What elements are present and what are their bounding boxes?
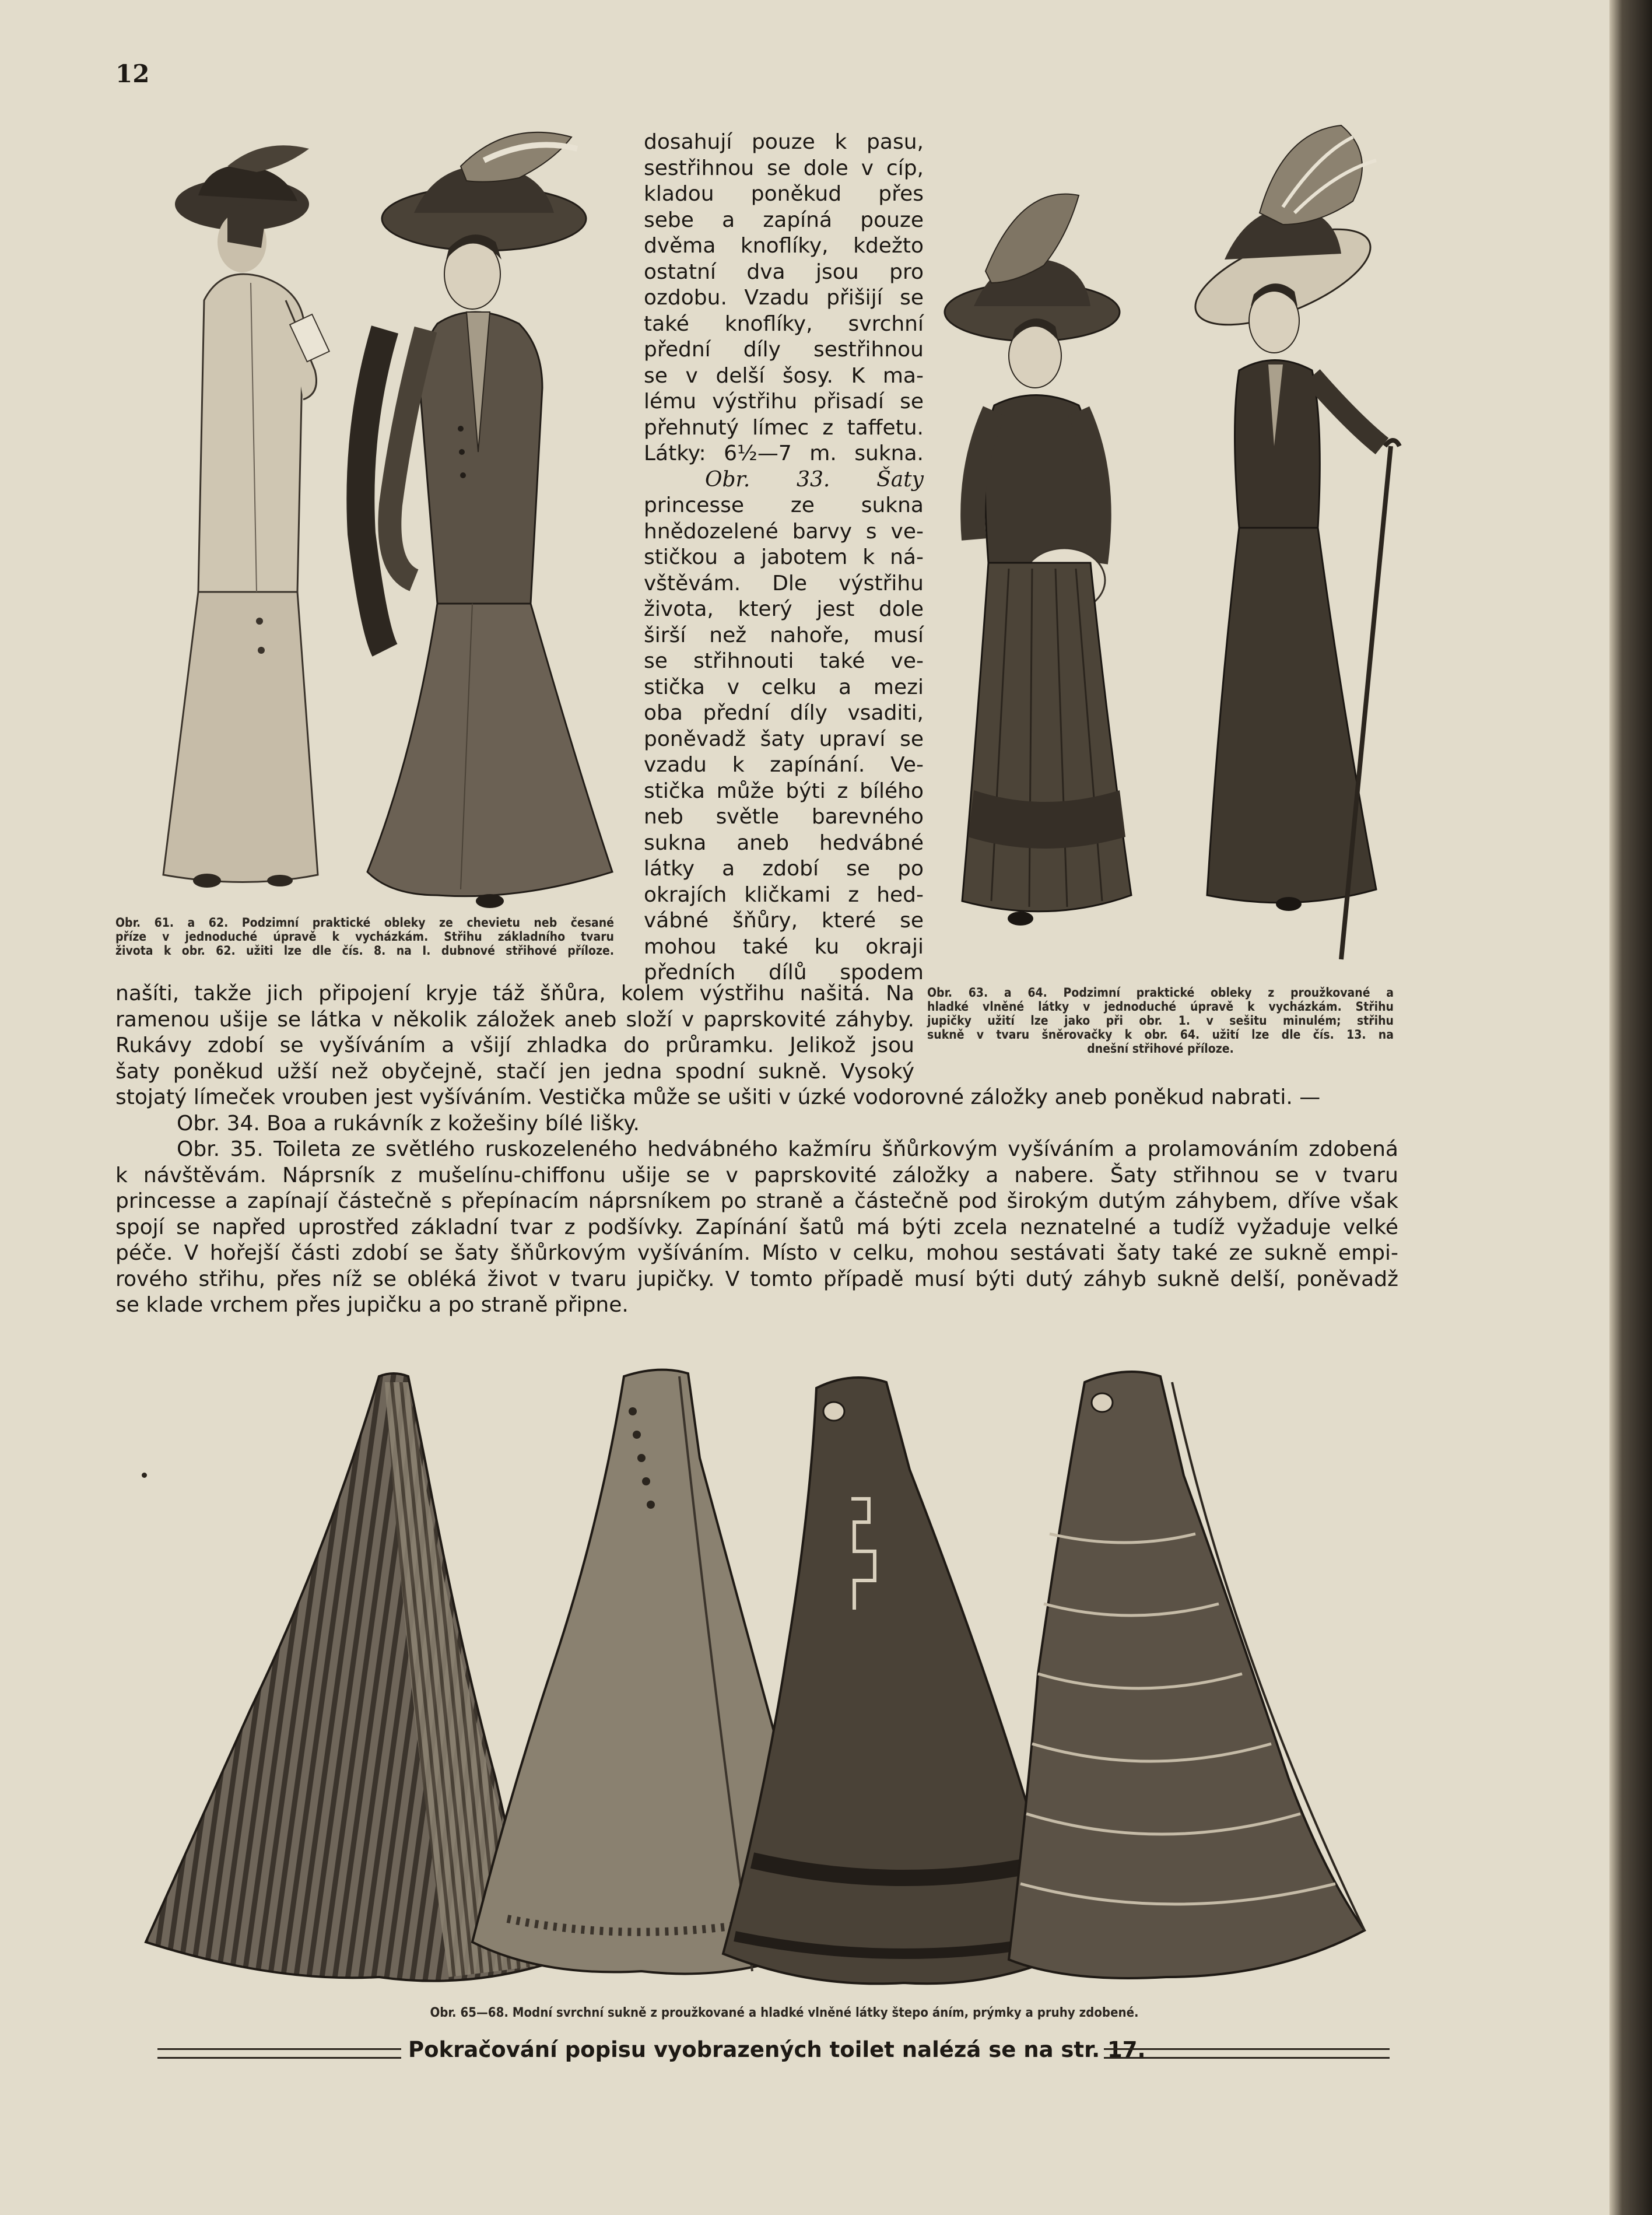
column-line: také knoflíky, svrchní <box>644 311 924 336</box>
skirts-illustration-fig-65-68 <box>134 1359 1434 2006</box>
column-line: ostatní dva jsou pro <box>644 260 924 284</box>
column-line: širší než nahoře, musí <box>644 623 924 647</box>
column-line: se střihnouti také ve- <box>644 649 924 673</box>
caption-line: Obr. 61. a 62. Podzimní praktické obleky ze chevietu neb česané <box>115 916 614 930</box>
column-line: okrajích kličkami z hed- <box>644 882 924 907</box>
caption-line: života k obr. 62. užiti lze dle čís. 8. na I. dubnové střihové příloze. <box>115 944 614 958</box>
body-line: Rukávy zdobí se vyšíváním a všijí zhladka do průramku. Jelikož jsou <box>115 1033 914 1057</box>
caption-line: hladké vlněné látky v jednoduché úpravě k vycházkám. Střihu <box>927 1000 1394 1014</box>
column-line: přední díly sestřihnou <box>644 338 924 362</box>
body-line: našíti, takže jich připojení kryje táž šňůra, kolem výstřihu našitá. Na <box>115 982 914 1005</box>
column-line: se v delší šosy. K ma- <box>644 363 924 388</box>
column-line: dosahují pouze k pasu, <box>644 130 924 154</box>
column-line: mohou také ku okraji <box>644 934 924 959</box>
column-line: látky a zdobí se po <box>644 857 924 881</box>
figure-reference-line: Obr. 35. Toileta ze světlého ruskozeleného hedvábného kažmíru šňůrkovým vyšíváním a prolamováním zdobená <box>177 1137 1398 1161</box>
body-paragraph-continued <box>115 981 914 1085</box>
column-text <box>644 129 924 986</box>
figure-reference-line: Obr. 33. Šaty <box>705 467 924 492</box>
column-line: sebe a zapíná pouze <box>644 208 924 232</box>
column-line: ozdobu. Vzadu přišijí se <box>644 286 924 310</box>
body-line: stojatý límeček vrouben jest vyšíváním. Vestička může se ušiti v úzké vodorovné záložky aneb poněkud nabrati. — <box>115 1085 1321 1109</box>
column-line: princesse ze sukna <box>644 493 924 517</box>
continuation-note: Pokračování popisu vyobrazených toilet nalézá se na str. 17. <box>408 2037 1146 2062</box>
caption-line: příze v jednoduché úpravě k vycházkám. Střihu základního tvaru <box>115 930 614 944</box>
fashion-illustration-fig-63-64 <box>933 120 1411 962</box>
column-line: stička může býti z bílého <box>644 779 924 803</box>
column-line: života, který jest dole <box>644 597 924 621</box>
body-line: ramenou ušije se látka v několik záložek aneb složí v paprskovité záhyby. <box>115 1007 914 1032</box>
footer-rule-left <box>157 2048 401 2059</box>
column-line: přehnutý límec z taffetu. <box>644 415 924 440</box>
caption-line: sukně v tvaru šněrovačky k obr. 64. užití lze dle čís. 13. na <box>927 1028 1394 1042</box>
figure-caption-63-64 <box>927 986 1394 1056</box>
footer-rule-right <box>1104 2048 1390 2059</box>
column-line: vštěvám. Dle výstřihu <box>644 571 924 595</box>
body-line: šaty poněkud užší než obyčejně, stačí jen jedna spodní sukně. Vysoký <box>115 1059 914 1084</box>
figure-caption-65-68: Obr. 65—68. Modní svrchní sukně z proužkované a hladké vlněné látky štepo áním, prýmky a pruhy zdobené. <box>430 2006 1139 2020</box>
caption-line: dnešní střihové příloze. <box>1087 1042 1234 1056</box>
caption-line: Obr. 63. a 64. Podzimní praktické obleky z proužkované a <box>927 986 1394 1000</box>
column-line: vábné šňůry, které se <box>644 909 924 933</box>
body-line: k návštěvám. Náprsník z mušelínu-chiffonu ušije se v paprskovité záložky a nabere. Šaty střihnou se v tvaru <box>115 1163 1398 1187</box>
caption-line: jupičky užití lze jako při obr. 1. v sešitu minulém; střihu <box>927 1014 1394 1028</box>
column-line: oba přední díly vsaditi, <box>644 701 924 725</box>
column-line: Látky: 6½—7 m. sukna. <box>644 441 924 465</box>
book-binding-edge <box>1609 0 1652 2215</box>
column-line: stička v celku a mezi <box>644 675 924 699</box>
column-line: hnědozelené barvy s ve- <box>644 519 924 544</box>
column-line: neb světle barevného <box>644 805 924 829</box>
body-line: se klade vrchem přes jupičku a po straně připne. <box>115 1293 629 1317</box>
body-line: spojí se napřed uprostřed základní tvar z podšívky. Zapínání šatů má býti zcela neznatelné a tudíž vyžaduje velké <box>115 1215 1398 1239</box>
column-line: sukna aneb hedvábné <box>644 830 924 855</box>
column-line: lému výstřihu přisadí se <box>644 390 924 413</box>
column-line: předních dílů spodem <box>644 961 924 984</box>
column-line: dvěma knoflíky, kdežto <box>644 234 924 258</box>
figure-caption-61-62 <box>115 916 614 958</box>
body-paragraph <box>115 1085 1398 1319</box>
column-line: vzadu k zapínání. Ve- <box>644 753 924 777</box>
column-line: sestřihnou se dole v cíp, <box>644 156 924 180</box>
column-line: poněvadž šaty upraví se <box>644 727 924 751</box>
body-line: rového střihu, přes níž se obléká život v tvaru jupičky. V tomto případě musí býti dutý záhyb sukně delší, poněvadž <box>115 1267 1398 1291</box>
body-line: princesse a zapínají částečně s přepínacím náprsníkem po straně a částečně pod širokým dutým záhybem, dříve však <box>115 1189 1398 1213</box>
body-line: péče. V hořejší části zdobí se šaty šňůrkovým vyšíváním. Místo v celku, mohou sestávati šaty také ze sukně empi- <box>115 1241 1398 1265</box>
column-line: stičkou a jabotem k ná- <box>644 545 924 569</box>
figure-reference-line: Obr. 34. Boa a rukávník z kožešiny bílé lišky. <box>177 1111 640 1135</box>
column-line: kladou poněkud přes <box>644 182 924 206</box>
page-number: 12 <box>115 59 150 88</box>
fashion-illustration-fig-61-62 <box>111 125 624 916</box>
